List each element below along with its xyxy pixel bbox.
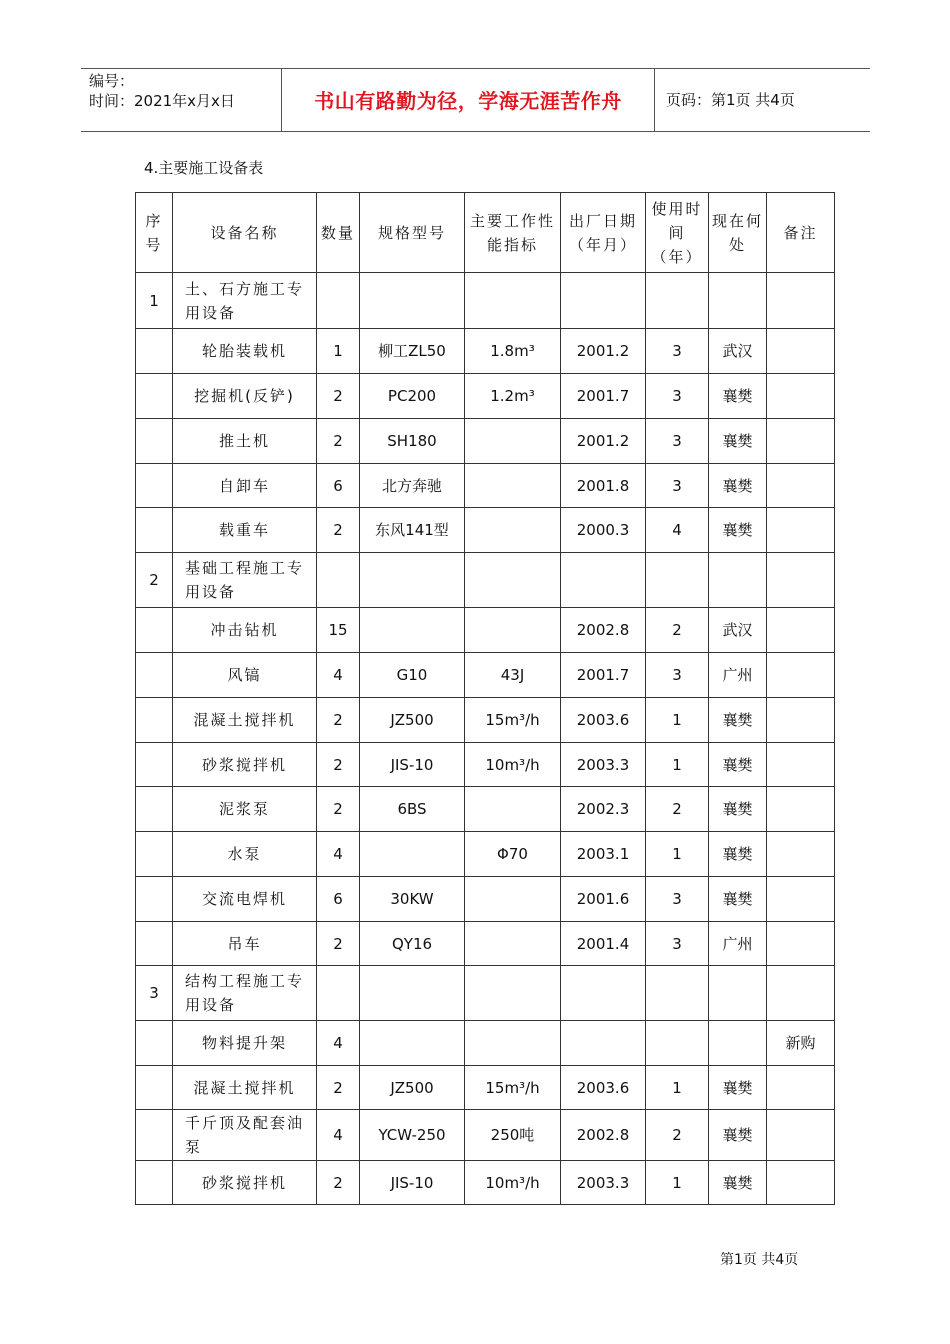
section-title: 4.主要施工设备表 [144,159,264,177]
table-row [136,877,835,922]
page-footer: 第1页 共4页 [720,1252,799,1268]
model-spec-cell [360,553,465,608]
table-row [136,1021,835,1066]
years-in-use-cell: 2 [646,608,709,653]
row-number-cell: 3 [136,966,173,1021]
row-number-cell [136,922,173,966]
location-cell: 襄樊 [709,877,767,922]
remark-cell: 新购 [767,1021,835,1066]
table-row [136,698,835,743]
remark-cell [767,374,835,419]
row-number-cell [136,832,173,877]
table-row [136,1110,835,1161]
quantity-cell [317,966,360,1021]
page-header [81,68,870,132]
equipment-name-cell: 吊车 [173,922,317,966]
equipment-name-cell: 基础工程施工专用设备 [173,553,317,608]
quantity-cell: 6 [317,464,360,508]
model-spec-cell: 柳工ZL50 [360,329,465,374]
manufacture-date-cell: 2001.7 [561,374,646,419]
quantity-cell: 4 [317,832,360,877]
equipment-name-cell: 混凝土搅拌机 [173,698,317,743]
performance-cell: 1.2m³ [465,374,561,419]
table-row [136,743,835,787]
table-row [136,1161,835,1205]
table-row [136,922,835,966]
manufacture-date-cell: 2001.8 [561,464,646,508]
col-header: 主要工作性能指标 [465,193,561,273]
model-spec-cell: YCW-250 [360,1110,465,1161]
quantity-cell: 4 [317,653,360,698]
location-cell: 广州 [709,653,767,698]
row-number-cell [136,698,173,743]
performance-cell [465,922,561,966]
quantity-cell: 2 [317,743,360,787]
performance-cell [465,787,561,832]
remark-cell [767,553,835,608]
location-cell: 襄樊 [709,743,767,787]
manufacture-date-cell [561,966,646,1021]
row-number-cell [136,464,173,508]
remark-cell [767,1161,835,1205]
page-indicator: 页码：第1页 共4页 [666,91,795,109]
years-in-use-cell [646,273,709,329]
quantity-cell: 2 [317,1066,360,1110]
location-cell [709,553,767,608]
performance-cell: 15m³/h [465,698,561,743]
location-cell: 襄樊 [709,419,767,464]
location-cell: 襄樊 [709,374,767,419]
model-spec-cell: PC200 [360,374,465,419]
remark-cell [767,608,835,653]
model-spec-cell [360,832,465,877]
row-number-cell [136,1161,173,1205]
table-row [136,608,835,653]
years-in-use-cell: 3 [646,374,709,419]
performance-cell [465,464,561,508]
manufacture-date-cell [561,1021,646,1066]
equipment-table [135,192,835,1205]
location-cell [709,966,767,1021]
equipment-name-cell: 土、石方施工专用设备 [173,273,317,329]
row-number-cell: 2 [136,553,173,608]
table-row [136,508,835,553]
location-cell: 广州 [709,922,767,966]
table-row [136,374,835,419]
remark-cell [767,787,835,832]
location-cell: 襄樊 [709,1161,767,1205]
col-header: 现在何处 [709,193,767,273]
number-label: 编号： [89,72,135,90]
location-cell: 襄樊 [709,464,767,508]
model-spec-cell: JIS-10 [360,1161,465,1205]
model-spec-cell [360,273,465,329]
remark-cell [767,464,835,508]
remark-cell [767,966,835,1021]
quantity-cell: 4 [317,1021,360,1066]
location-cell: 武汉 [709,608,767,653]
col-header: 出厂日期（年月） [561,193,646,273]
row-number-cell [136,374,173,419]
model-spec-cell: QY16 [360,922,465,966]
col-header: 设备名称 [173,193,317,273]
equipment-name-cell: 交流电焊机 [173,877,317,922]
time-label: 时间：2021年x月x日 [89,92,235,110]
table-group-row [136,553,835,608]
row-number-cell [136,1021,173,1066]
location-cell: 武汉 [709,329,767,374]
manufacture-date-cell: 2002.8 [561,1110,646,1161]
quantity-cell: 1 [317,329,360,374]
model-spec-cell: 北方奔驰 [360,464,465,508]
remark-cell [767,419,835,464]
quantity-cell [317,273,360,329]
manufacture-date-cell: 2001.2 [561,419,646,464]
table-row [136,832,835,877]
quantity-cell: 6 [317,877,360,922]
performance-cell: Φ70 [465,832,561,877]
quantity-cell: 2 [317,419,360,464]
manufacture-date-cell: 2003.6 [561,698,646,743]
remark-cell [767,273,835,329]
location-cell [709,273,767,329]
remark-cell [767,653,835,698]
table-row [136,787,835,832]
performance-cell: 1.8m³ [465,329,561,374]
manufacture-date-cell: 2003.3 [561,743,646,787]
quantity-cell: 2 [317,698,360,743]
header-motto: 书山有路勤为径，学海无涯苦作舟 [314,89,622,113]
model-spec-cell: SH180 [360,419,465,464]
row-number-cell [136,329,173,374]
years-in-use-cell: 1 [646,743,709,787]
equipment-name-cell: 泥浆泵 [173,787,317,832]
performance-cell: 10m³/h [465,1161,561,1205]
quantity-cell: 15 [317,608,360,653]
col-header: 序号 [136,193,173,273]
performance-cell: 43J [465,653,561,698]
performance-cell [465,608,561,653]
performance-cell: 250吨 [465,1110,561,1161]
equipment-name-cell: 千斤顶及配套油泵 [173,1110,317,1161]
quantity-cell: 4 [317,1110,360,1161]
col-header: 备注 [767,193,835,273]
equipment-name-cell: 挖掘机(反铲) [173,374,317,419]
performance-cell [465,877,561,922]
manufacture-date-cell: 2002.8 [561,608,646,653]
remark-cell [767,922,835,966]
table-row [136,329,835,374]
table-row [136,653,835,698]
performance-cell [465,508,561,553]
performance-cell [465,1021,561,1066]
location-cell: 襄樊 [709,1066,767,1110]
remark-cell [767,329,835,374]
location-cell: 襄樊 [709,832,767,877]
remark-cell [767,1066,835,1110]
years-in-use-cell: 3 [646,922,709,966]
performance-cell [465,419,561,464]
years-in-use-cell: 3 [646,464,709,508]
equipment-name-cell: 轮胎装载机 [173,329,317,374]
model-spec-cell: JZ500 [360,1066,465,1110]
years-in-use-cell: 1 [646,1161,709,1205]
remark-cell [767,832,835,877]
table-header-row [136,193,835,273]
model-spec-cell: JIS-10 [360,743,465,787]
performance-cell: 10m³/h [465,743,561,787]
years-in-use-cell: 3 [646,419,709,464]
years-in-use-cell [646,1021,709,1066]
equipment-name-cell: 混凝土搅拌机 [173,1066,317,1110]
col-header: 数量 [317,193,360,273]
years-in-use-cell: 3 [646,329,709,374]
quantity-cell [317,553,360,608]
location-cell: 襄樊 [709,698,767,743]
location-cell [709,1021,767,1066]
remark-cell [767,743,835,787]
manufacture-date-cell: 2003.3 [561,1161,646,1205]
table-row [136,1066,835,1110]
row-number-cell [136,608,173,653]
quantity-cell: 2 [317,374,360,419]
equipment-name-cell: 结构工程施工专用设备 [173,966,317,1021]
remark-cell [767,877,835,922]
quantity-cell: 2 [317,787,360,832]
manufacture-date-cell: 2001.6 [561,877,646,922]
performance-cell [465,553,561,608]
years-in-use-cell [646,553,709,608]
manufacture-date-cell [561,273,646,329]
equipment-name-cell: 风镐 [173,653,317,698]
table-group-row [136,273,835,329]
table-body [136,273,835,1205]
row-number-cell: 1 [136,273,173,329]
row-number-cell [136,877,173,922]
table-row [136,464,835,508]
manufacture-date-cell: 2003.6 [561,1066,646,1110]
model-spec-cell: JZ500 [360,698,465,743]
header-meta [89,71,235,111]
remark-cell [767,1110,835,1161]
remark-cell [767,508,835,553]
manufacture-date-cell: 2001.7 [561,653,646,698]
model-spec-cell: 30KW [360,877,465,922]
years-in-use-cell: 1 [646,1066,709,1110]
years-in-use-cell: 3 [646,653,709,698]
equipment-name-cell: 冲击钻机 [173,608,317,653]
equipment-name-cell: 水泵 [173,832,317,877]
equipment-name-cell: 推土机 [173,419,317,464]
years-in-use-cell [646,966,709,1021]
row-number-cell [136,508,173,553]
model-spec-cell: G10 [360,653,465,698]
row-number-cell [136,419,173,464]
manufacture-date-cell: 2002.3 [561,787,646,832]
equipment-name-cell: 物料提升架 [173,1021,317,1066]
manufacture-date-cell: 2001.4 [561,922,646,966]
model-spec-cell: 6BS [360,787,465,832]
row-number-cell [136,787,173,832]
equipment-name-cell: 砂浆搅拌机 [173,1161,317,1205]
location-cell: 襄樊 [709,787,767,832]
quantity-cell: 2 [317,922,360,966]
row-number-cell [136,743,173,787]
model-spec-cell [360,966,465,1021]
model-spec-cell [360,1021,465,1066]
years-in-use-cell: 2 [646,1110,709,1161]
equipment-name-cell: 自卸车 [173,464,317,508]
table-group-row [136,966,835,1021]
col-header: 规格型号 [360,193,465,273]
years-in-use-cell: 1 [646,698,709,743]
performance-cell: 15m³/h [465,1066,561,1110]
remark-cell [767,698,835,743]
years-in-use-cell: 1 [646,832,709,877]
years-in-use-cell: 4 [646,508,709,553]
col-header: 使用时间（年） [646,193,709,273]
location-cell: 襄樊 [709,1110,767,1161]
table-row [136,419,835,464]
quantity-cell: 2 [317,1161,360,1205]
location-cell: 襄樊 [709,508,767,553]
performance-cell [465,273,561,329]
years-in-use-cell: 3 [646,877,709,922]
quantity-cell: 2 [317,508,360,553]
manufacture-date-cell: 2003.1 [561,832,646,877]
performance-cell [465,966,561,1021]
model-spec-cell: 东风141型 [360,508,465,553]
years-in-use-cell: 2 [646,787,709,832]
header-divider [654,69,655,131]
manufacture-date-cell: 2000.3 [561,508,646,553]
row-number-cell [136,1066,173,1110]
manufacture-date-cell: 2001.2 [561,329,646,374]
equipment-name-cell: 载重车 [173,508,317,553]
manufacture-date-cell [561,553,646,608]
equipment-name-cell: 砂浆搅拌机 [173,743,317,787]
row-number-cell [136,1110,173,1161]
row-number-cell [136,653,173,698]
model-spec-cell [360,608,465,653]
